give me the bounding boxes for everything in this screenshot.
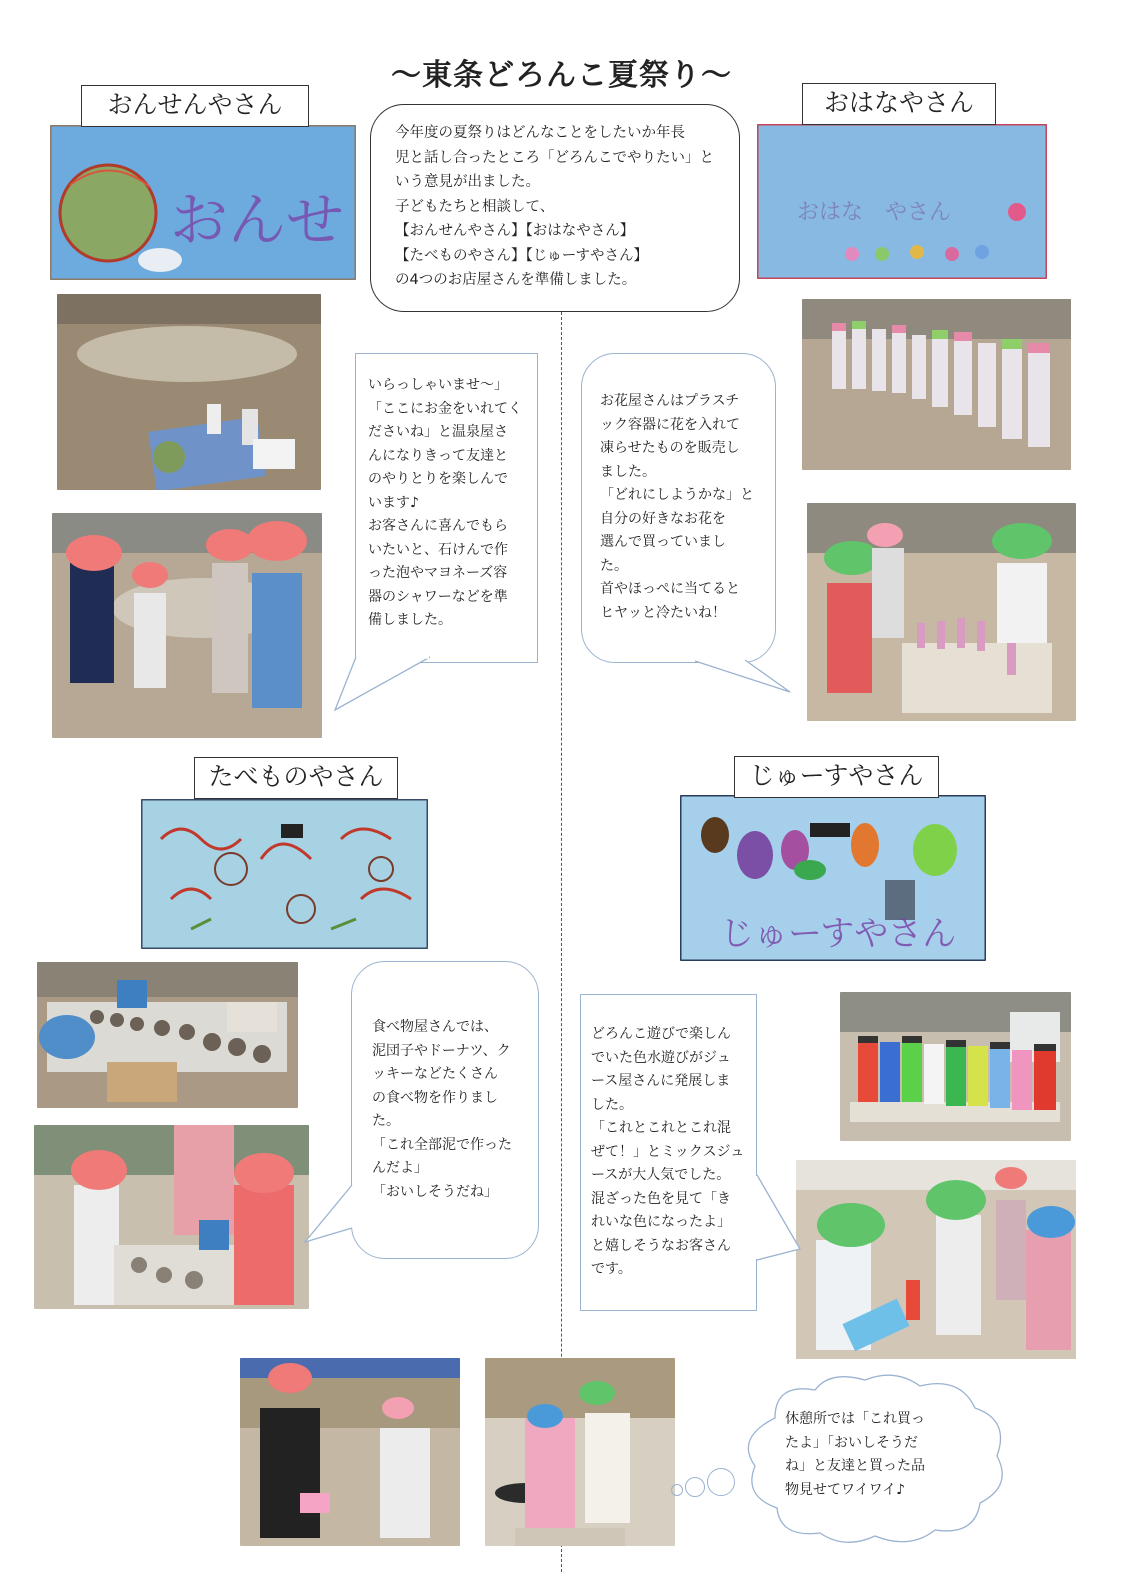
photo-juice-children [796, 1160, 1076, 1359]
photo-ohana-children [807, 503, 1076, 721]
banner-juice-text: じゅーすやさん [720, 914, 957, 954]
comment-ohana-tail [690, 655, 800, 705]
comment-onsen-tail [330, 655, 440, 715]
comment-rest: 休憩所では「これ買っ たよ」「おいしそうだ ね」と友達と買った品 物見せてワイワイ♪ [785, 1411, 925, 1498]
thought-dot-3 [707, 1468, 735, 1496]
page-title: ～東条どろんこ夏祭り～ [391, 58, 732, 93]
comment-juice: どろんこ遊びで楽しん でいた色水遊びがジュ ース屋さんに発展しま した。 「これとこれとこれ混 ぜて！」とミックスジュ ースが大人気でした。 混ざった色を見て「き れいな色になったよ」 と嬉しそうなお客さん です。 [580, 994, 757, 1311]
banner-ohana-text: おはな やさん [797, 200, 952, 225]
photo-juice-bottles [840, 992, 1071, 1141]
photo-tabemono-children [34, 1125, 309, 1309]
comment-tabemono: 食べ物屋さんでは、 泥団子やドーナツ、ク ッキーなどたくさん の食べ物を作りまし た。 「これ全部泥で作った んだよ」 「おいしそうだね」 [351, 961, 539, 1259]
comment-ohana: お花屋さんはプラスチ ック容器に花を入れて 凍らせたものを販売し ました。 「どれにしようかな」と 自分の好きなお花を 選んで買っていまし た。 首やほっぺに当てると ヒヤッと冷たいね！ [581, 353, 776, 663]
comment-tabemono-tail [300, 1180, 360, 1250]
label-onsen: おんせんやさん [81, 85, 309, 127]
photo-rest-2 [485, 1358, 675, 1546]
photo-onsen-pool [57, 294, 321, 490]
thought-dot-1 [671, 1484, 683, 1496]
banner-juice [680, 795, 986, 961]
banner-onsen-text: おんせ [170, 186, 345, 254]
banner-tabemono [141, 799, 428, 949]
comment-onsen: いらっしゃいませ～」 「ここにお金をいれてく ださいね」と温泉屋さ んになりきって友達と のやりとりを楽しんで います♪ お客さんに喜んでもら いたいと、石けんで作 った泡やマヨネーズ容 器のシャワーなどを準 備しました。 [355, 353, 538, 663]
banner-ohana [757, 124, 1047, 279]
label-ohana: おはなやさん [802, 83, 996, 125]
photo-ohana-bottles [802, 299, 1071, 470]
photo-tabemono-table [37, 962, 298, 1108]
photo-onsen-children [52, 513, 322, 738]
label-tabemono: たべものやさん [194, 757, 398, 799]
thought-dot-2 [685, 1477, 705, 1497]
photo-rest-1 [240, 1358, 460, 1546]
label-juice: じゅーすやさん [734, 756, 939, 798]
intro-box: 今年度の夏祭りはどんなことをしたいか年長 児と話し合ったところ「どろんこでやりたい」と いう意見が出ました。 子どもたちと相談して、 【おんせんやさん】【おはなやさん】 【たべものやさん】【じゅーすやさん】 の4つのお店屋さんを準備しました。 [370, 104, 740, 312]
banner-onsen [50, 125, 356, 280]
comment-juice-tail [748, 1165, 808, 1265]
